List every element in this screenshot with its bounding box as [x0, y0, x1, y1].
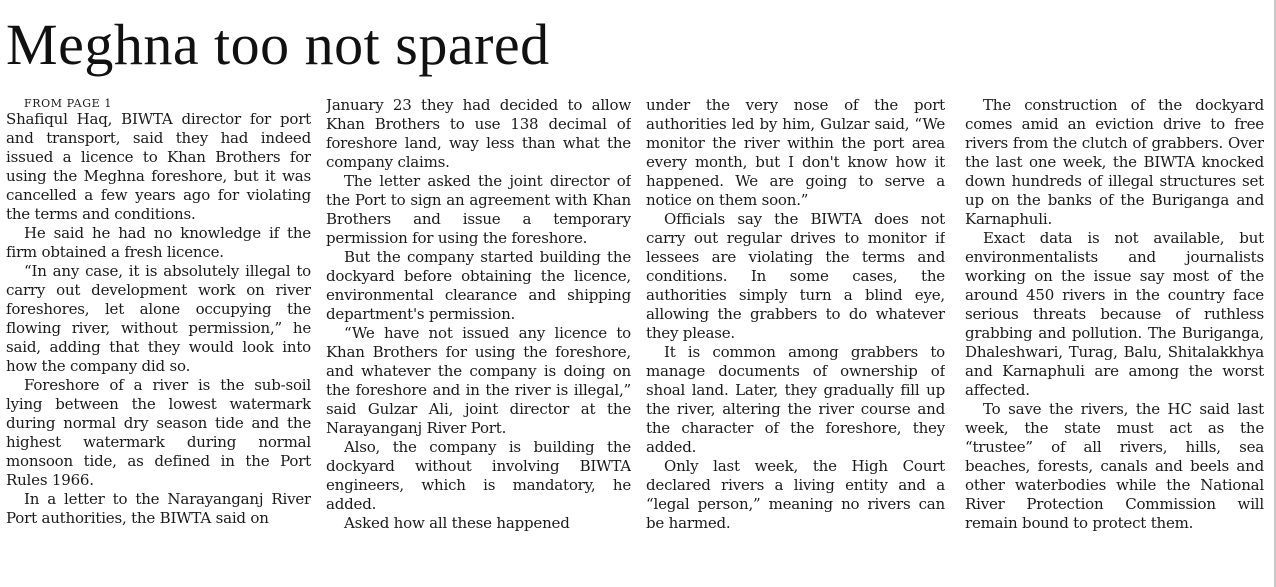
paragraph: Shafiqul Haq, BIWTA director for port and transport, said they had indeed issued a licence to Khan Brothers for using the Meghna foreshore, but it was cancelled a few years ago for violating the terms and conditions.: [6, 110, 311, 223]
paragraph: To save the rivers, the HC said last week, the state must act as the “trustee” of all rivers, hills, sea beaches, forests, canals and beels and other waterbodies while the National River Protection Commission will remain bound to protect them.: [965, 400, 1264, 532]
paragraph: It is common among grabbers to manage documents of ownership of shoal land. Later, they gradually fill up the river, altering the river course and the character of the foreshore, they added.: [646, 343, 945, 456]
paragraph: “We have not issued any licence to Khan Brothers for using the foreshore, and whatever the company is doing on the foreshore and in the river is illegal,” said Gulzar Ali, joint director at the Narayanganj River Port.: [326, 324, 631, 437]
paragraph: Also, the company is building the dockyard without involving BIWTA engineers, which is mandatory, he added.: [326, 438, 631, 513]
paragraph: Exact data is not available, but environmentalists and journalists working on the issue say most of the around 450 rivers in the country face serious threats because of ruthless grabbing and pollution. The Buriganga, Dhaleshwari, Turag, Balu, Shitalakkhya and Karnaphuli are among the worst affected.: [965, 229, 1264, 399]
paragraph: But the company started building the dockyard before obtaining the licence, environmental clearance and shipping department's permission.: [326, 248, 631, 323]
article-column-2: [326, 96, 631, 584]
headline: Meghna too not spared: [6, 12, 550, 77]
paragraph: In a letter to the Narayanganj River Port authorities, the BIWTA said on: [6, 490, 311, 527]
kicker: FROM PAGE 1: [24, 97, 112, 110]
paragraph: The construction of the dockyard comes amid an eviction drive to free rivers from the clutch of grabbers. Over the last one week, the BIWTA knocked down hundreds of illegal structures set up on the banks of the Buriganga and Karnaphuli.: [965, 96, 1264, 228]
article-column-4: [965, 96, 1264, 584]
paragraph: Officials say the BIWTA does not carry out regular drives to monitor if lessees are violating the terms and conditions. In some cases, the authorities simply turn a blind eye, allowing the grabbers to do whatever they please.: [646, 210, 945, 342]
paragraph: under the very nose of the port authorities led by him, Gulzar said, “We monitor the river within the port area every month, but I don't know how it happened. We are going to serve a notice on them soon.”: [646, 96, 945, 209]
paragraph: He said he had no knowledge if the firm obtained a fresh licence.: [6, 224, 311, 261]
paragraph: Foreshore of a river is the sub-soil lying between the lowest watermark during normal dry season tide and the highest watermark during normal monsoon tide, as defined in the Port Rules 1966.: [6, 376, 311, 489]
article-column-3: [646, 96, 945, 584]
paragraph: The letter asked the joint director of the Port to sign an agreement with Khan Brothers and issue a temporary permission for using the foreshore.: [326, 172, 631, 247]
article-column-1: [6, 97, 311, 585]
paragraph: Only last week, the High Court declared rivers a living entity and a “legal person,” meaning no rivers can be harmed.: [646, 457, 945, 532]
paragraph: January 23 they had decided to allow Khan Brothers to use 138 decimal of foreshore land, way less than what the company claims.: [326, 96, 631, 171]
paragraph: “In any case, it is absolutely illegal to carry out development work on river foreshores, let alone occupying the flowing river, without permission,” he said, adding that they would look into how the company did so.: [6, 262, 311, 375]
paragraph: Asked how all these happened: [344, 514, 570, 532]
